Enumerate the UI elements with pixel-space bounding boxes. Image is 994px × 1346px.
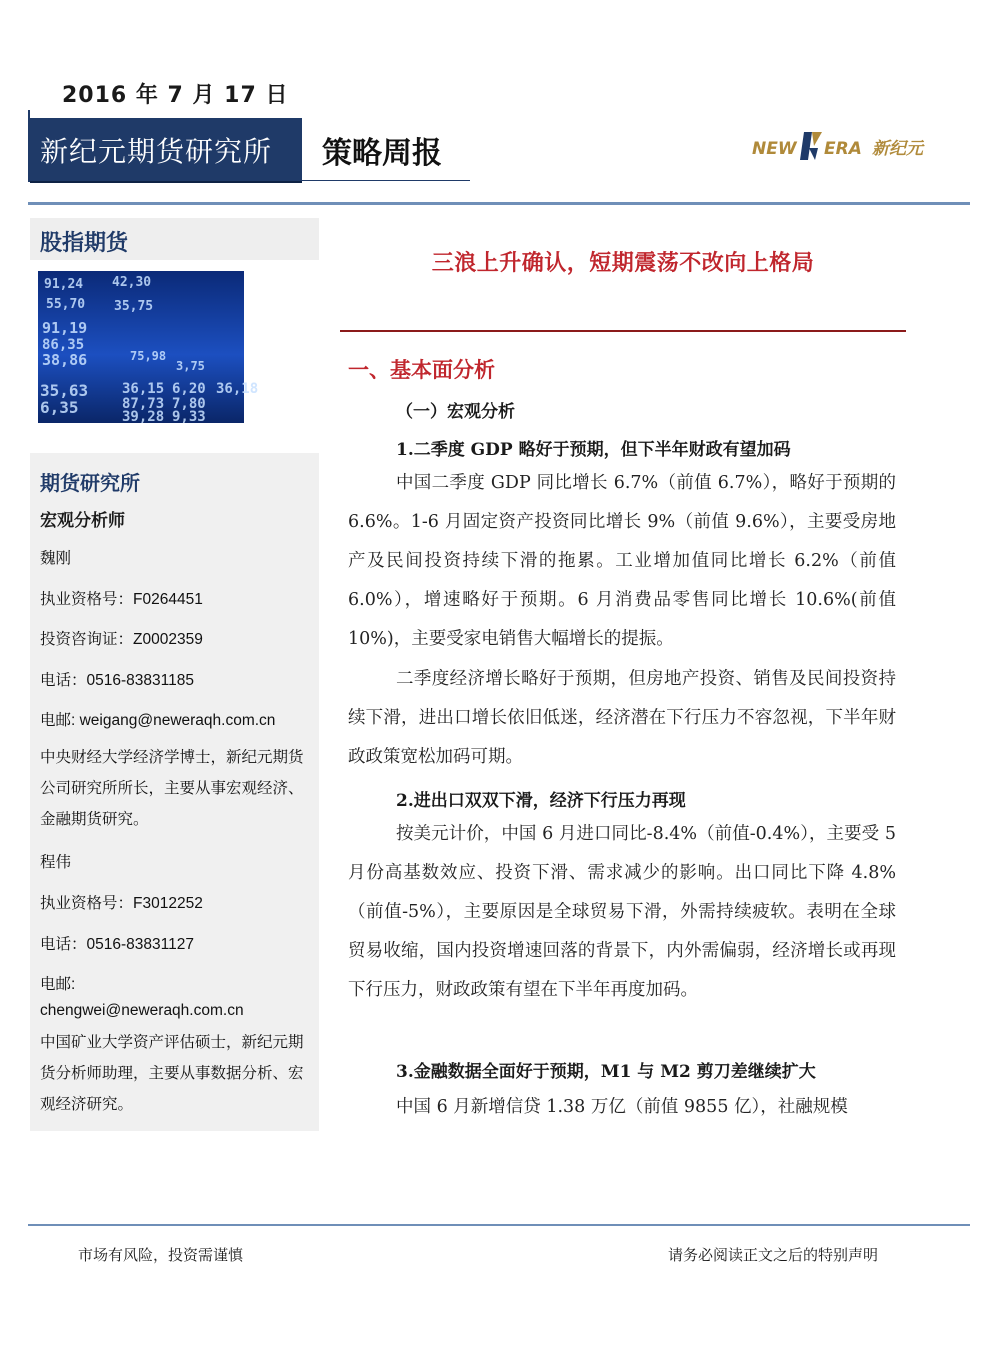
analyst-phone: 电话：0516-83831185 [40,672,194,689]
analyst-license: 执业资格号：F3012252 [40,895,203,912]
ticker-number: 87,73 [122,396,165,412]
point-title: 3.金融数据全面好于预期，M1 与 M2 剪刀差继续扩大 [396,1062,816,1082]
analyst-bio: 中国矿业大学资产评估硕士，新纪元期货分析师助理，主要从事数据分析、宏观经济研究。 [40,1034,304,1113]
ticker-number: 86,35 [42,337,85,353]
footer-rule [28,1224,970,1226]
analyst-consult-cert: 投资咨询证：Z0002359 [40,631,203,648]
newera-logo [752,128,942,164]
point-title: 2.进出口双双下滑，经济下行压力再现 [396,791,686,811]
stock-ticker-image [38,271,259,425]
report-type: 策略周报 [322,136,442,171]
analyst-name: 程伟 [40,854,72,871]
section-title: 一、基本面分析 [348,357,495,382]
ticker-number: 91,19 [42,319,88,337]
ticker-number: 91,24 [44,277,84,292]
analyst-bio: 中央财经大学经济学博士，新纪元期货公司研究所所长，主要从事宏观经济、金融期货研究。 [40,749,304,828]
body-paragraph: 按美元计价，中国 6 月进口同比-8.4%（前值-0.4%），主要受 5 月份高基数效应、投资下滑、需求减少的影响。出口同比下降 4.8%（前值-5%），主要原因是全球贸易下滑，外需持续疲软。表明在全球贸易收缩，国内投资增速回落的背景下，内外需偏弱，经济增长或再现下行压力，财政政策有望在下半年再度加码。 [348,824,896,1000]
ticker-number: 6,35 [40,398,79,417]
ticker-number: 9,33 [172,409,206,425]
analyst-email[interactable]: chengwei@neweraqh.com.cn [40,1002,244,1019]
subsection-title: （一）宏观分析 [396,402,515,422]
ticker-number: 36,15 [122,381,165,397]
logo-text-new: NEW [752,139,797,159]
ticker-number: 6,20 [172,381,206,397]
ticker-number: 35,75 [114,299,154,314]
analyst-phone: 电话：0516-83831127 [40,936,194,953]
analyst-email[interactable]: 电邮: weigang@neweraqh.com.cn [40,712,276,729]
body-paragraph: 二季度经济增长略好于预期，但房地产投资、销售及民间投资持续下滑，进出口增长依旧低迷，经济潜在下行压力不容忽视，下半年财政政策宽松加码可期。 [348,669,896,767]
ticker-number: 3,75 [176,359,205,373]
analyst-license: 执业资格号：F0264451 [40,591,203,608]
disclaimer-notice: 请务必阅读正文之后的特别声明 [668,1246,879,1264]
risk-warning: 市场有风险，投资需谨慎 [78,1246,244,1264]
analyst-name: 魏刚 [40,550,72,567]
ticker-number: 42,30 [112,275,152,290]
logo-text-era: ERA [824,139,862,159]
logo-text-cn: 新纪元 [872,139,923,159]
ticker-number: 35,63 [40,381,89,400]
headline-rule [340,330,906,332]
ticker-number: 7,80 [172,396,206,412]
body-paragraph: 中国二季度 GDP 同比增长 6.7%（前值 6.7%），略好于预期的 6.6%。1-6 月固定资产投资同比增长 9%（前值 9.6%），主要受房地产及民间投资持续下滑的拖累。工业增加值同比增长 6.2%（前值 6.0%），增速略好于预期。6 月消费品零售同比增长 10.6%(前值 10%)，主要受家电销售大幅增长的提振。 [348,473,896,649]
report-headline: 三浪上升确认，短期震荡不改向上格局 [431,251,815,276]
ticker-number: 36,18 [216,381,259,397]
institute-title: 期货研究所 [40,471,140,495]
point-title: 1.二季度 GDP 略好于预期，但下半年财政有望加码 [396,440,791,460]
logo-emblem-icon [800,132,822,160]
ticker-number: 55,70 [46,297,86,312]
body-paragraph: 中国 6 月新增信贷 1.38 万亿（前值 9855 亿），社融规模 [396,1097,848,1117]
report-date: 2016 年 7 月 17 日 [62,83,289,108]
ticker-number: 39,28 [122,409,165,425]
org-name: 新纪元期货研究所 [40,135,273,168]
analyst-role: 宏观分析师 [40,511,125,531]
ticker-number: 38,86 [42,351,88,369]
page-top-rule [28,202,970,205]
category-title: 股指期货 [40,230,129,256]
ticker-number: 75,98 [130,349,167,363]
header-rule [28,180,470,181]
analyst-email-label: 电邮: [40,976,76,993]
